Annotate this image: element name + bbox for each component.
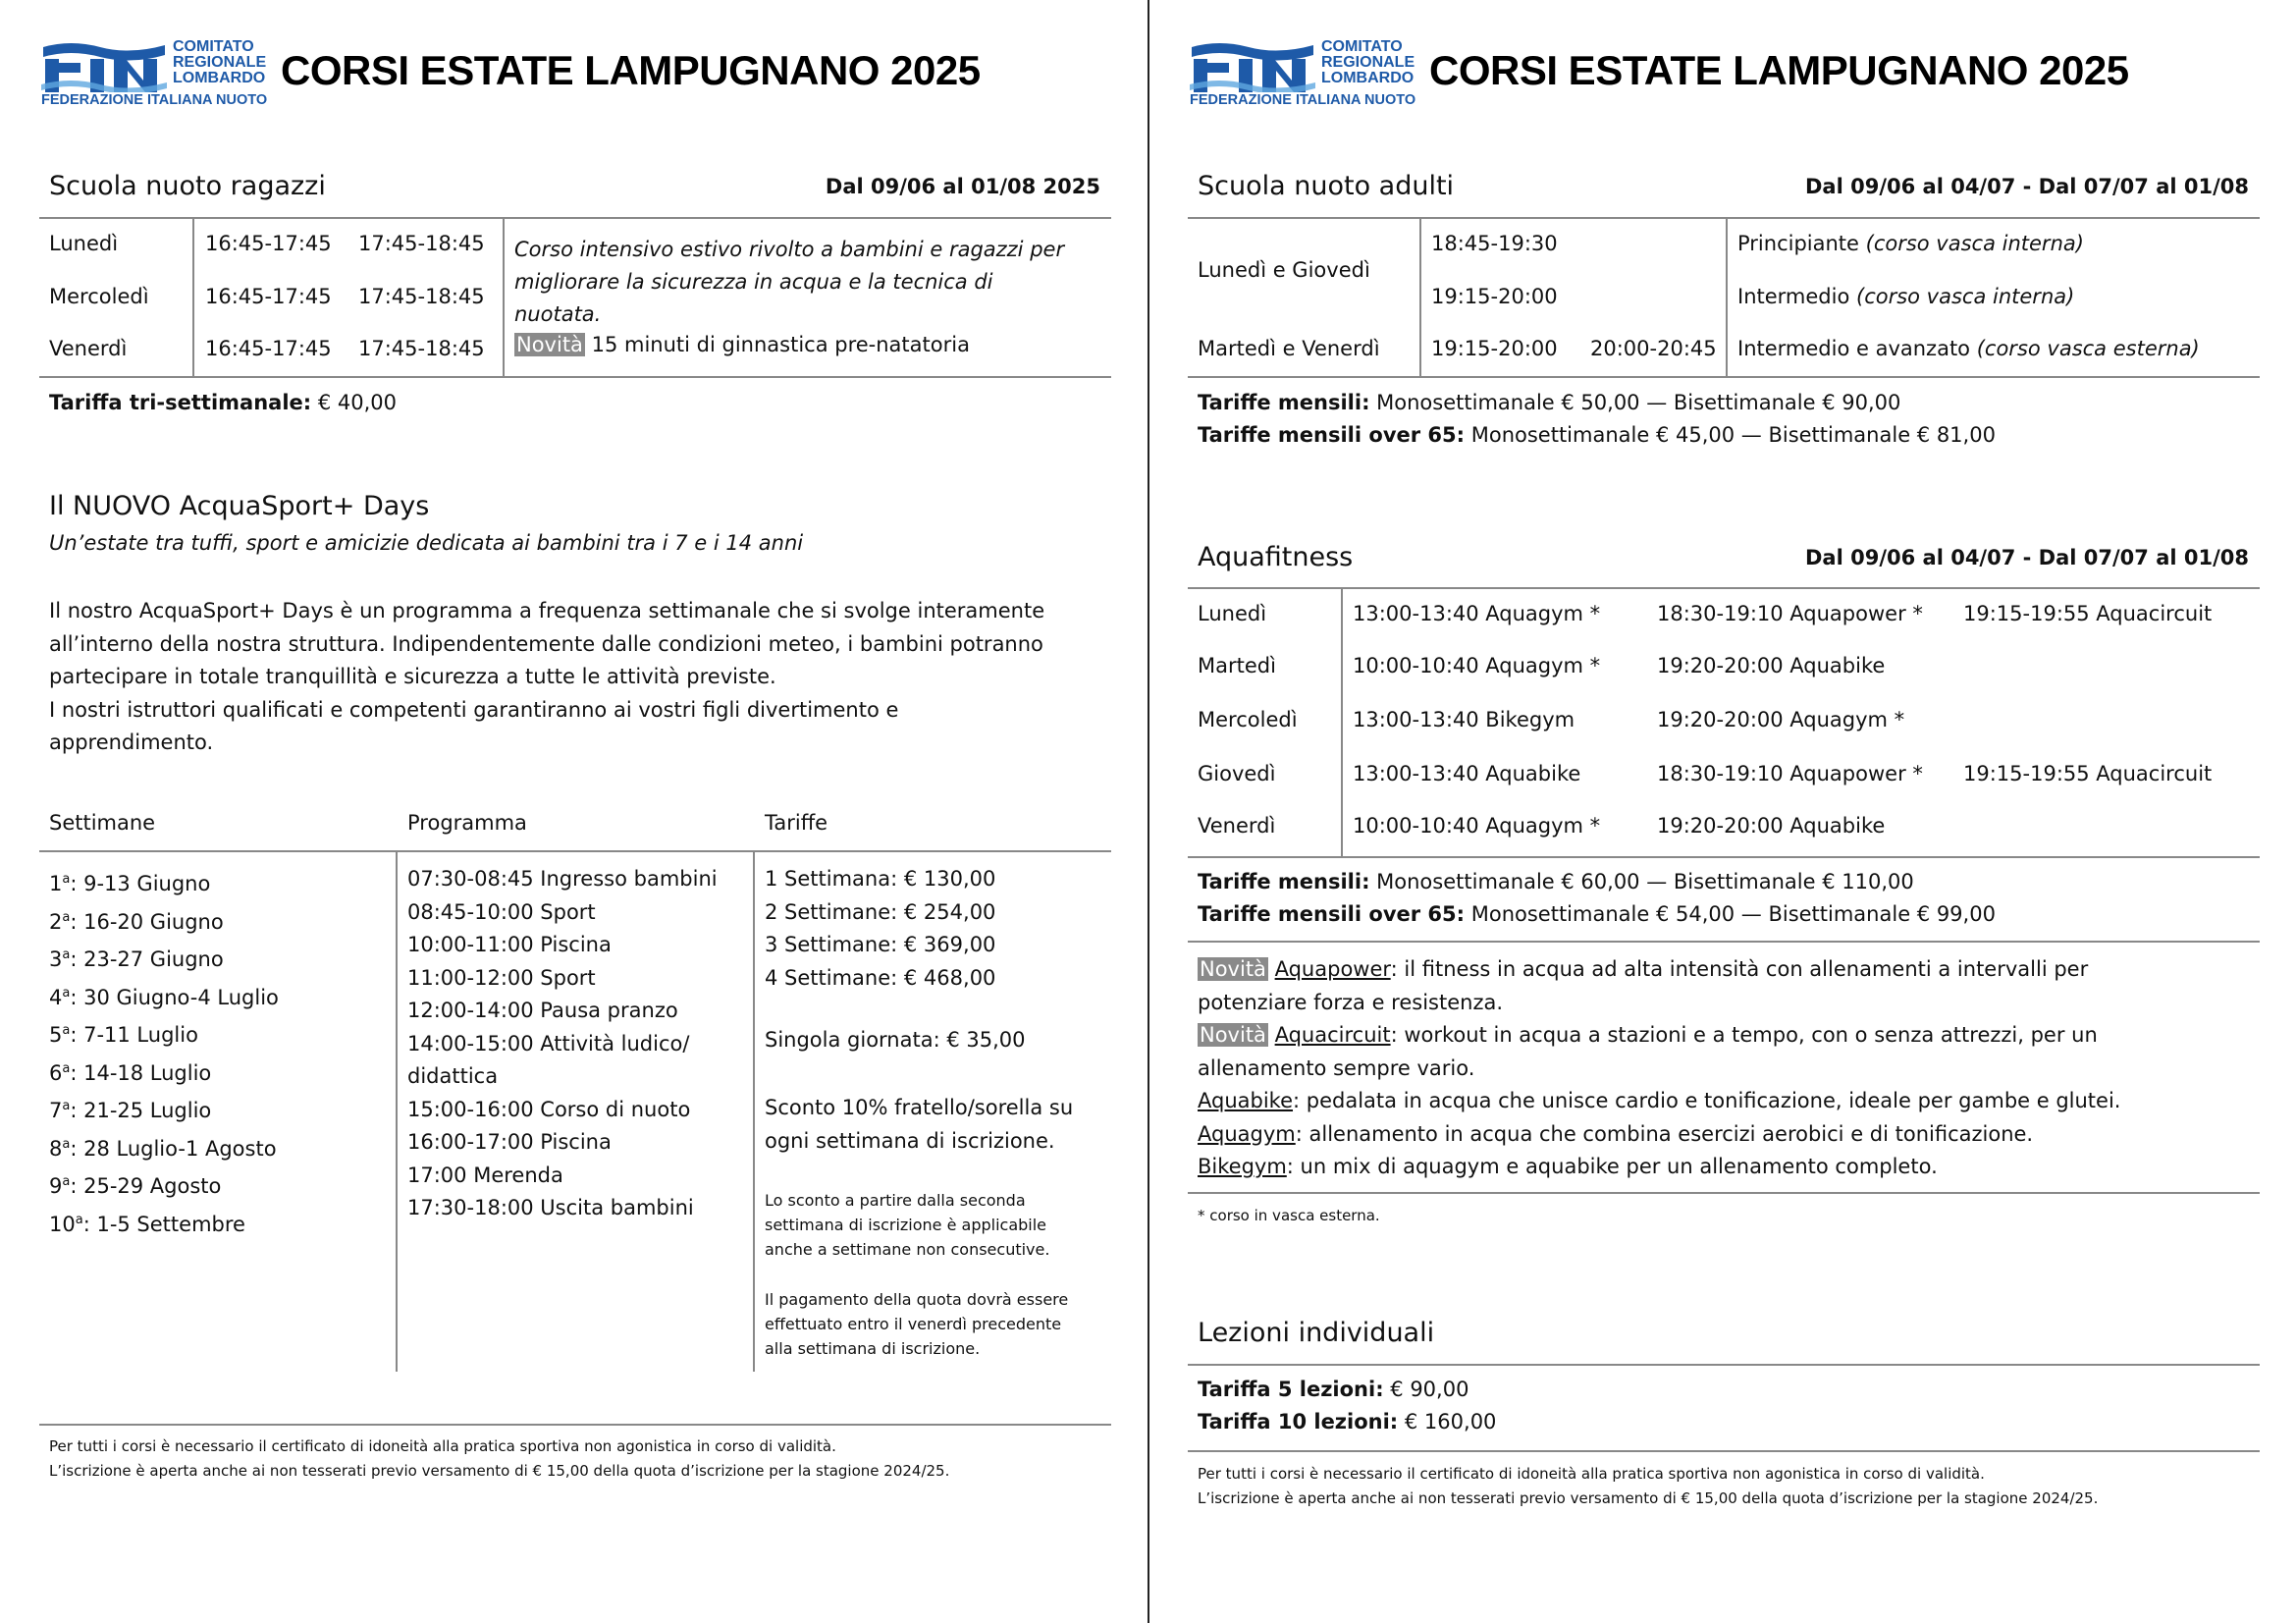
list-item: 1$^a$: 9-13 Giugno [49,872,211,895]
divider [503,218,505,377]
section-title-ragazzi: Scuola nuoto ragazzi [49,171,326,201]
divider [1188,376,2260,378]
divider [192,218,194,377]
adulti-slot: 19:15-20:00 [1431,337,1558,360]
list-item: 17:00 Merenda [407,1163,563,1187]
list-item: 7$^a$: 21-25 Luglio [49,1099,212,1122]
list-item: 4$^a$: 30 Giugno-4 Luglio [49,985,279,1009]
ragazzi-tariff: Tariffa tri-settimanale: € 40,00 [49,391,398,414]
adulti-day-1: Lunedì e Giovedì [1198,258,1370,282]
fin-logo-mark-icon [41,41,167,92]
adulti-level: Principiante (corso vasca interna) [1737,232,2084,255]
adulti-level: Intermedio (corso vasca interna) [1737,285,2075,308]
footer-note: Per tutti i corsi è necessario il certificato di idoneità alla pratica sportiva non agonistica in corso di validità. L’iscrizione è aperta anche ai non tesserati previo versamento di € 15,00 della quota d’iscrizione per la stagione 2024/25. [49,1437,950,1480]
page-title: CORSI ESTATE LAMPUGNANO 2025 [1429,47,2129,93]
lezioni-tariff-5: Tariffa 5 lezioni: € 90,00 [1198,1378,1469,1401]
list-item: 12:00-14:00 Pausa pranzo [407,999,678,1022]
aqua-class: 19:15-19:55 Aquacircuit [1963,762,2213,785]
aqua-class: 13:00-13:40 Aquagym * [1353,602,1601,625]
acquasport-subtitle: Un’estate tra tuffi, sport e amicizie dedicata ai bambini tra i 7 e i 14 anni [49,531,804,555]
divider [39,376,1111,378]
divider [1188,217,2260,219]
divider [39,850,1111,852]
col-header-programma: Programma [407,811,527,835]
ragazzi-novita: Novità 15 minuti di ginnastica pre-natatoria [516,333,970,356]
aqua-class: 13:00-13:40 Bikegym [1353,708,1575,731]
lezioni-tariff-10: Tariffa 10 lezioni: € 160,00 [1198,1410,1497,1434]
divider [1188,587,2260,589]
dates-ragazzi: Dal 09/06 al 01/08 2025 [825,175,1100,198]
list-item: 07:30-08:45 Ingresso bambini [407,867,718,891]
divider [39,1424,1111,1426]
footer-note: Per tutti i corsi è necessario il certificato di idoneità alla pratica sportiva non agonistica in corso di validità. L’iscrizione è aperta anche ai non tesserati previo versamento di € 15,00 della quota d’iscrizione per la stagione 2024/25. [1198,1465,2099,1507]
aqua-day: Mercoledì [1198,708,1298,731]
aqua-class: 18:30-19:10 Aquapower * [1657,602,1923,625]
divider [753,851,755,1372]
aqua-day: Lunedì [1198,602,1267,625]
divider [39,217,1111,219]
list-item: 15:00-16:00 Corso di nuoto [407,1097,691,1121]
right-page [1148,0,2296,1623]
ragazzi-slot: 16:45-17:45 [205,232,332,255]
aqua-class: 13:00-13:40 Aquabike [1353,762,1581,785]
tariffs-list [765,863,995,995]
adulti-slot: 19:15-20:00 [1431,285,1558,308]
aqua-class: 10:00-10:40 Aquagym * [1353,814,1601,838]
ragazzi-slot: 17:45-18:45 [358,337,485,360]
section-title-lezioni: Lezioni individuali [1198,1318,1435,1348]
aqua-footnote: * corso in vasca esterna. [1198,1207,1380,1224]
list-item: 9$^a$: 25-29 Agosto [49,1174,222,1198]
adulti-slot: 20:00-20:45 [1590,337,1717,360]
list-item: 3 Settimane: € 369,00 [765,933,996,956]
aqua-day: Venerdì [1198,814,1276,838]
dates-adulti: Dal 09/06 al 04/07 - Dal 07/07 al 01/08 [1804,175,2249,198]
weeks-list [49,863,279,1241]
adulti-tariff-over65: Tariffe mensili over 65: Monosettimanale € 45,00 — Bisettimanale € 81,00 [1198,423,1996,447]
fin-logo [41,37,267,108]
novita-badge: Novità [516,333,583,356]
ragazzi-day-3: Venerdì [49,337,128,360]
aqua-class: 19:20-20:00 Aquagym * [1657,708,1905,731]
list-item: 08:45-10:00 Sport [407,899,596,924]
list-item: 4 Settimane: € 468,00 [765,965,996,990]
list-item: didattica [407,1064,499,1088]
aqua-tariff: Tariffe mensili: Monosettimanale € 60,00 — Bisettimanale € 110,00 [1198,870,1914,893]
list-item: 8$^a$: 28 Luglio-1 Agosto [49,1136,277,1161]
list-item: 5$^a$: 7-11 Luglio [49,1023,198,1047]
discount-note: Lo sconto a partire dalla seconda settimana di iscrizione è applicabile anche a settimane non consecutive. [765,1191,1050,1259]
aqua-class: 19:20-20:00 Aquabike [1657,654,1886,677]
list-item: 6$^a$: 14-18 Luglio [49,1060,212,1085]
divider [1188,1364,2260,1366]
divider [1188,1192,2260,1194]
list-item: 1 Settimana: € 130,00 [765,867,996,891]
sibling-discount: Sconto 10% fratello/sorella su ogni settimana di iscrizione. [765,1096,1074,1153]
adulti-day-2: Martedì e Venerdì [1198,337,1380,360]
divider [1188,856,2260,858]
logo-org-name: COMITATO REGIONALE LOMBARDO [1321,38,1415,86]
aqua-descriptions: Novità Aquapower: il fitness in acqua ad alta intensità con allenamenti a intervalli per potenziare forza e resistenza. Novità Aquacircuit: workout in acqua a stazioni e a tempo, con o senza attrezzi, per un allenamento sempre vario. Aquabike: pedalata in acqua che unisce cardio e tonificazione, ideale per gambe e glutei. Aquagym: allenamento in acqua che combina esercizi aerobici e di tonificazione. Bikegym: un mix di aquagym e aquabike per un allenamento completo. [1198,957,2121,1178]
logo-org-name: COMITATO REGIONALE LOMBARDO [173,38,267,86]
fin-logo [1190,37,1415,108]
ragazzi-day-1: Lunedì [49,232,119,255]
list-item: 16:00-17:00 Piscina [407,1130,612,1154]
acquasport-paragraph: Il nostro AcquaSport+ Days è un programma a frequenza settimanale che si svolge interamente all’interno della nostra struttura. Indipendentemente dalle condizioni meteo, i bambini potranno partecipare in totale tranquillità e sicurezza a tutte le attività previste. I nostri istruttori qualificati e competenti garantiranno ai vostri figli divertimento e apprendimento. [49,599,1045,754]
list-item: 3$^a$: 23-27 Giugno [49,947,224,971]
adulti-slot: 18:45-19:30 [1431,232,1558,255]
page-title: CORSI ESTATE LAMPUGNANO 2025 [281,47,981,93]
novita-badge: Novità [1200,957,1266,981]
divider [1188,1450,2260,1452]
logo-federation: FEDERAZIONE ITALIANA NUOTO [1190,92,1416,108]
single-day-tariff: Singola giornata: € 35,00 [765,1028,1026,1052]
list-item: 10$^a$: 1-5 Settembre [49,1212,245,1236]
payment-note: Il pagamento della quota dovrà essere effettuato entro il venerdì precedente alla settimana di iscrizione. [765,1290,1069,1358]
aqua-day: Martedì [1198,654,1276,677]
ragazzi-slot: 16:45-17:45 [205,337,332,360]
list-item: 14:00-15:00 Attività ludico/ [407,1031,690,1055]
ragazzi-day-2: Mercoledì [49,285,149,308]
section-title-acquasport: Il NUOVO AcquaSport+ Days [49,491,430,521]
divider [1341,588,1343,856]
adulti-tariff: Tariffe mensili: Monosettimanale € 50,00 — Bisettimanale € 90,00 [1198,391,1901,414]
list-item: 11:00-12:00 Sport [407,965,596,990]
list-item: 2 Settimane: € 254,00 [765,899,996,924]
section-title-adulti: Scuola nuoto adulti [1198,171,1455,201]
col-header-tariffe: Tariffe [765,811,828,835]
aqua-class: 10:00-10:40 Aquagym * [1353,654,1601,677]
divider [1188,941,2260,943]
program-list [407,863,718,1225]
dates-aquafitness: Dal 09/06 al 04/07 - Dal 07/07 al 01/08 [1804,546,2249,569]
divider [1726,218,1728,377]
ragazzi-slot: 16:45-17:45 [205,285,332,308]
divider [1419,218,1421,377]
fin-logo-mark-icon [1190,41,1315,92]
ragazzi-slot: 17:45-18:45 [358,285,485,308]
logo-federation: FEDERAZIONE ITALIANA NUOTO [41,92,268,108]
ragazzi-slot: 17:45-18:45 [358,232,485,255]
col-header-settimane: Settimane [49,811,156,835]
aqua-tariff-over65: Tariffe mensili over 65: Monosettimanale € 54,00 — Bisettimanale € 99,00 [1198,902,1996,926]
aqua-class: 19:20-20:00 Aquabike [1657,814,1886,838]
novita-badge: Novità [1200,1023,1266,1047]
aqua-class: 18:30-19:10 Aquapower * [1657,762,1923,785]
list-item: 2$^a$: 16-20 Giugno [49,909,224,934]
list-item: 17:30-18:00 Uscita bambini [407,1196,694,1219]
section-title-aquafitness: Aquafitness [1198,542,1354,572]
aqua-class: 19:15-19:55 Aquacircuit [1963,602,2213,625]
list-item: 10:00-11:00 Piscina [407,933,612,956]
adulti-level: Intermedio e avanzato (corso vasca esterna) [1737,337,2200,360]
aqua-day: Giovedì [1198,762,1276,785]
ragazzi-description: Corso intensivo estivo rivolto a bambini e ragazzi per migliorare la sicurezza in acqua e la tecnica di nuotata. [514,238,1065,326]
divider [396,851,398,1372]
